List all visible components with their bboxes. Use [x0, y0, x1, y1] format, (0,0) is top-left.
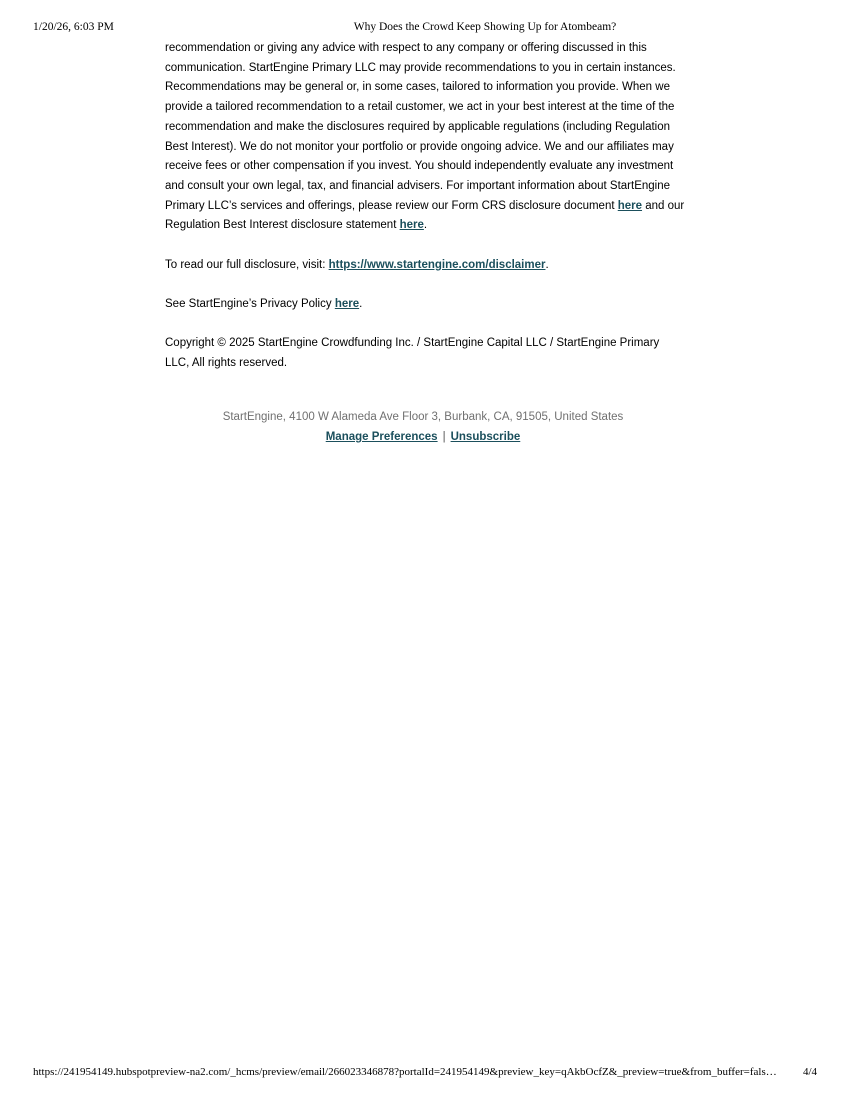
form-crs-link[interactable]: here [617, 199, 643, 212]
full-disclosure-text: To read our full disclosure, visit: [165, 258, 329, 271]
email-footer [0, 407, 846, 447]
full-disclosure-period: . [545, 258, 549, 271]
link-separator: | [442, 431, 446, 443]
print-page-title: Why Does the Crowd Keep Showing Up for Atombeam? [353, 21, 617, 33]
footer-links [0, 427, 846, 447]
disclosure-period: . [423, 219, 428, 232]
print-datetime: 1/20/26, 6:03 PM [33, 21, 114, 33]
privacy-text: See StartEngine’s Privacy Policy [165, 297, 335, 310]
disclosure-text: recommendation or giving any advice with respect to any company or offering discussed in this communication. StartEngine Primary LLC may provide recommendations to you in certain instances. Recommendations may be general or, in some cases, tailored to information you provide. When we provide a tailored recommendation to a retail customer, we act in your best interest at the time of the recommendation and make the disclosures required by applicable regulations (including Regulation Best Interest). We do not monitor your portfolio or provide ongoing advice. We and our affiliates may receive fees or other compensation if you invest. You should independently evaluate any investment and consult your own legal, tax, and financial advisers. For important information about StartEngine Primary LLC’s services and offerings, please review our Form CRS disclosure document [165, 42, 676, 212]
unsubscribe-link[interactable]: Unsubscribe [450, 431, 521, 443]
full-disclosure-paragraph [165, 256, 685, 276]
privacy-period: . [359, 297, 363, 310]
print-page-url: https://241954149.hubspotpreview-na2.com/_hcms/preview/email/266023346878?portalId=241954149&preview_key=qAkbOcfZ&_preview=true&from_buffer=fals… [33, 1066, 777, 1078]
full-disclosure-link[interactable]: https://www.startengine.com/disclaimer [328, 258, 546, 271]
privacy-paragraph [165, 295, 685, 315]
reg-bi-link[interactable]: here [399, 219, 424, 232]
print-page-number: 4/4 [802, 1066, 817, 1078]
disclosure-text-middle: and our Regulation Best Interest disclosure statement [165, 199, 685, 232]
manage-preferences-link[interactable]: Manage Preferences [325, 431, 438, 443]
privacy-policy-link[interactable]: here [334, 297, 360, 310]
disclosure-paragraph [165, 39, 685, 236]
copyright-text: Copyright © 2025 StartEngine Crowdfunding Inc. / StartEngine Capital LLC / StartEngine Primary LLC, All rights reserved. [165, 337, 660, 369]
disclosure-section [165, 39, 685, 393]
company-address: StartEngine, 4100 W Alameda Ave Floor 3, Burbank, CA, 91505, United States [222, 411, 624, 423]
